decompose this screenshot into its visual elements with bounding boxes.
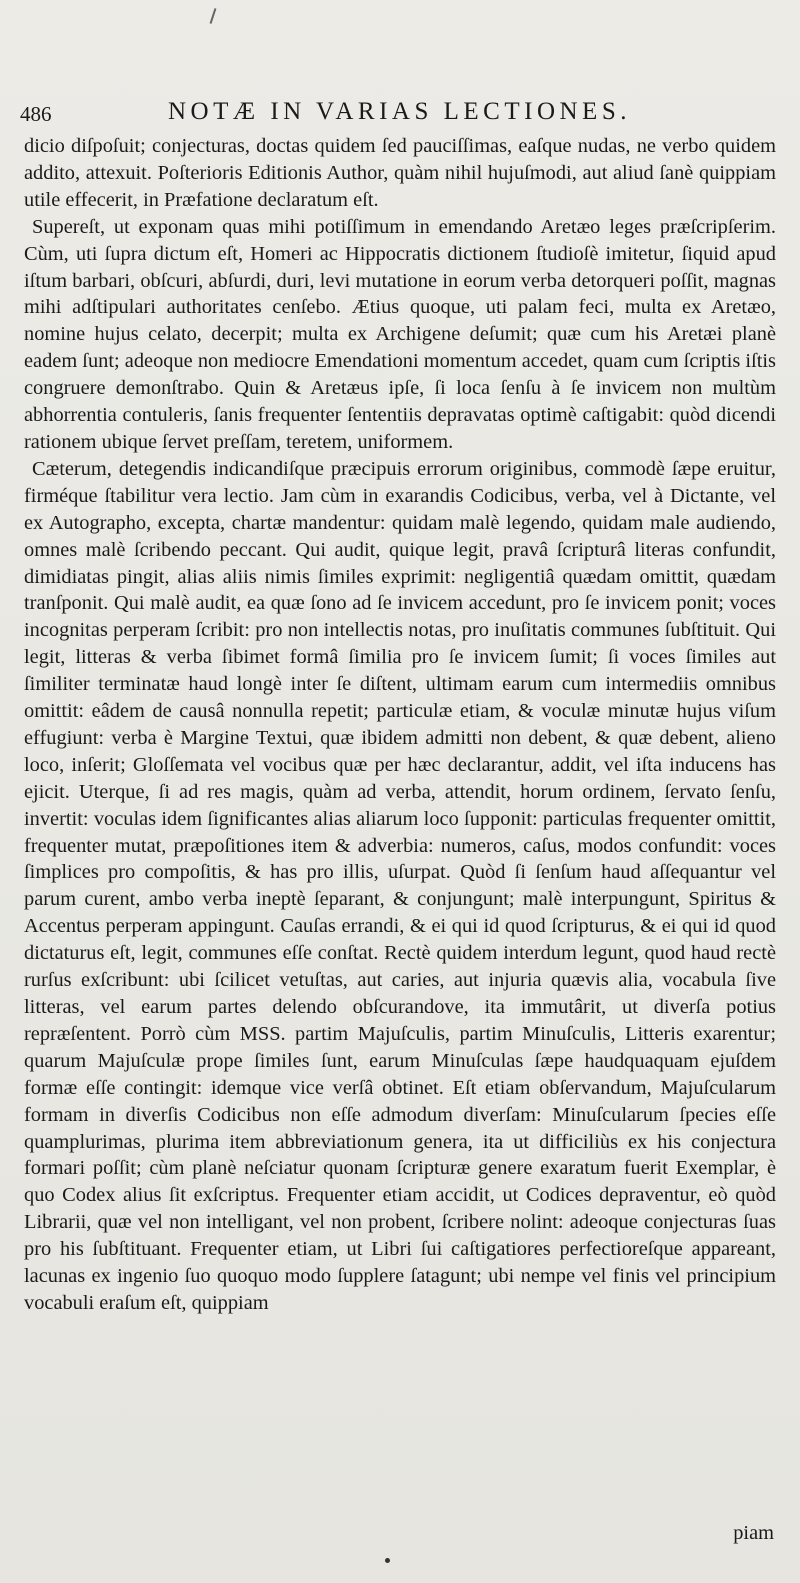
paragraph-3: Cæterum, detegendis indicandiſque præcipuis errorum originibus, commodè ſæpe eruitur, firméque ſtabilitur vera lectio. Jam cùm in exarandis Codicibus, verba, vel à Dictante, vel ex Autographo, excepta, chartæ mandentur: quidam malè legendo, quidam male audiendo, omnes malè ſcribendo peccant. Qui audit, quique legit, pravâ ſcripturâ literas confundit, dimidiatas pingit, alias aliis nimis ſimiles exprimit: negligentiâ quædam omittit, quædam tranſponit. Qui malè audit, ea quæ ſono ad ſe invicem accedunt, pro ſe invicem ponit; voces incognitas perperam ſcribit: pro non intellectis notas, pro inuſitatis communes ſubſtituit. Qui legit, litteras & verba ſibimet formâ ſimilia pro ſe invicem ſumit; ſi voces ſimiles aut ſimiliter terminatæ haud longè inter ſe diſtent, ultimam earum cum intermediis omnibus omittit: eâdem de causâ nonnulla repetit; particulæ etiam, & voculæ minutæ hujus viſum effugiunt: verba è Margine Textui, quæ ibidem admitti non debent, & quæ debent, alieno loco, inſerit; Gloſſemata vel vocibus quæ per hæc declarantur, addit, vel iſta inducens has ejicit. Uterque, ſi ad res magis, quàm ad verba, attendit, horum ordinem, ſervato ſenſu, invertit: voculas idem ſignificantes alias aliarum loco ſupponit: particulas frequenter omittit, frequenter mutat, præpoſitiones item & adverbia: numeros, caſus, modos confundit: voces ſimplices pro compoſitis, & has pro illis, uſurpat. Quòd ſi ſenſum haud aſſequantur vel parum curent, ambo verba ineptè ſeparant, & conjungunt; malè interpungunt, Spiritus & Accentus perperam appingunt. Cauſas errandi, & ei qui id quod ſcripturus, & ei qui id quod dictaturus eſt, legit, communes eſſe conſtat. Rectè quidem interdum legunt, quod haud rectè rurſus exſcribunt: ubi ſcilicet vetuſtas, aut caries, aut injuria quævis alia, vocabula ſive litteras, vel earum partes delendo obſcurandove, ita immutârit, ut diverſa potius repræſentent. Porrò cùm MSS. partim Majuſculis, partim Minuſculis, Litteris exarentur; quarum Majuſculæ prope ſimiles ſunt, earum Minuſculas ſæpe haudquaquam ejuſdem formæ eſſe contingit: idemque vice verſâ obtinet. Eſt etiam obſervandum, Majuſcularum formam in diverſis Codicibus non eſſe admodum diverſam: Minuſcularum ſpecies eſſe quamplurimas, plurima item abbreviationum genera, ita ut difficiliùs ex his conjectura formari poſſit; cùm planè neſciatur quonam ſcripturæ genere exaratum fuerit Exemplar, è quo Codex alius ſit exſcriptus. Frequenter etiam accidit, ut Codices depraventur, eò quòd Librarii, quæ vel non intelligant, vel non probent, ſcribere nolint: adeoque conjecturas ſuas pro his ſubſtituant. Frequenter etiam, ut Libri ſui caſtigatiores perfectioreſque appareant, lacunas ex ingenio ſuo quoquo modo ſupplere ſatagunt; ubi nempe vel finis vel principium vocabuli eraſum eſt, quippiam	[24, 457, 776, 1314]
running-head: NOTÆ IN VARIAS LECTIONES.	[168, 98, 631, 125]
paragraph-2: Supereſt, ut exponam quas mihi potiſſimum in emendando Aretæo leges præſcripſerim. Cùm, uti ſupra dictum eſt, Homeri ac Hippocratis dictionem ſtudioſè imitetur, ſiquid apud iſtum barbari, obſcuri, abſurdi, duri, levi mutatione in eorum verba detorqueri poſſit, magnas mihi adſtipulari authoritates cenſebo. Ætius quoque, uti palam feci, multa ex Aretæo, nomine hujus celato, decerpit; multa ex Archigene deſumit; quæ cum his Aretæi planè eadem ſunt; adeoque non mediocre Emendationi momentum accedet, quam cum ſcriptis iſtis congruere demonſtrabo. Quin & Aretæus ipſe, ſi loca ſenſu à ſe invicem non multùm abhorrentia contuleris, ſanis frequenter ſententiis depravatas optimè caſtigabit: quòd dicendi rationem ubique ſervet preſſam, teretem, uniformem.	[24, 215, 776, 453]
catchword: piam	[733, 1522, 774, 1544]
ink-mark	[210, 8, 217, 24]
page-header	[20, 98, 780, 130]
page-body	[24, 133, 776, 1317]
paragraph-1: dicio diſpoſuit; conjecturas, doctas quidem ſed pauciſſimas, eaſque nudas, ne verbo quidem addito, attexuit. Poſterioris Editionis Author, quàm nihil hujuſmodi, aut aliud ſanè quippiam utile effecerit, in Præfatione declaratum eſt.	[24, 135, 776, 211]
page-number: 486	[20, 102, 52, 126]
ink-dot	[385, 1558, 390, 1563]
